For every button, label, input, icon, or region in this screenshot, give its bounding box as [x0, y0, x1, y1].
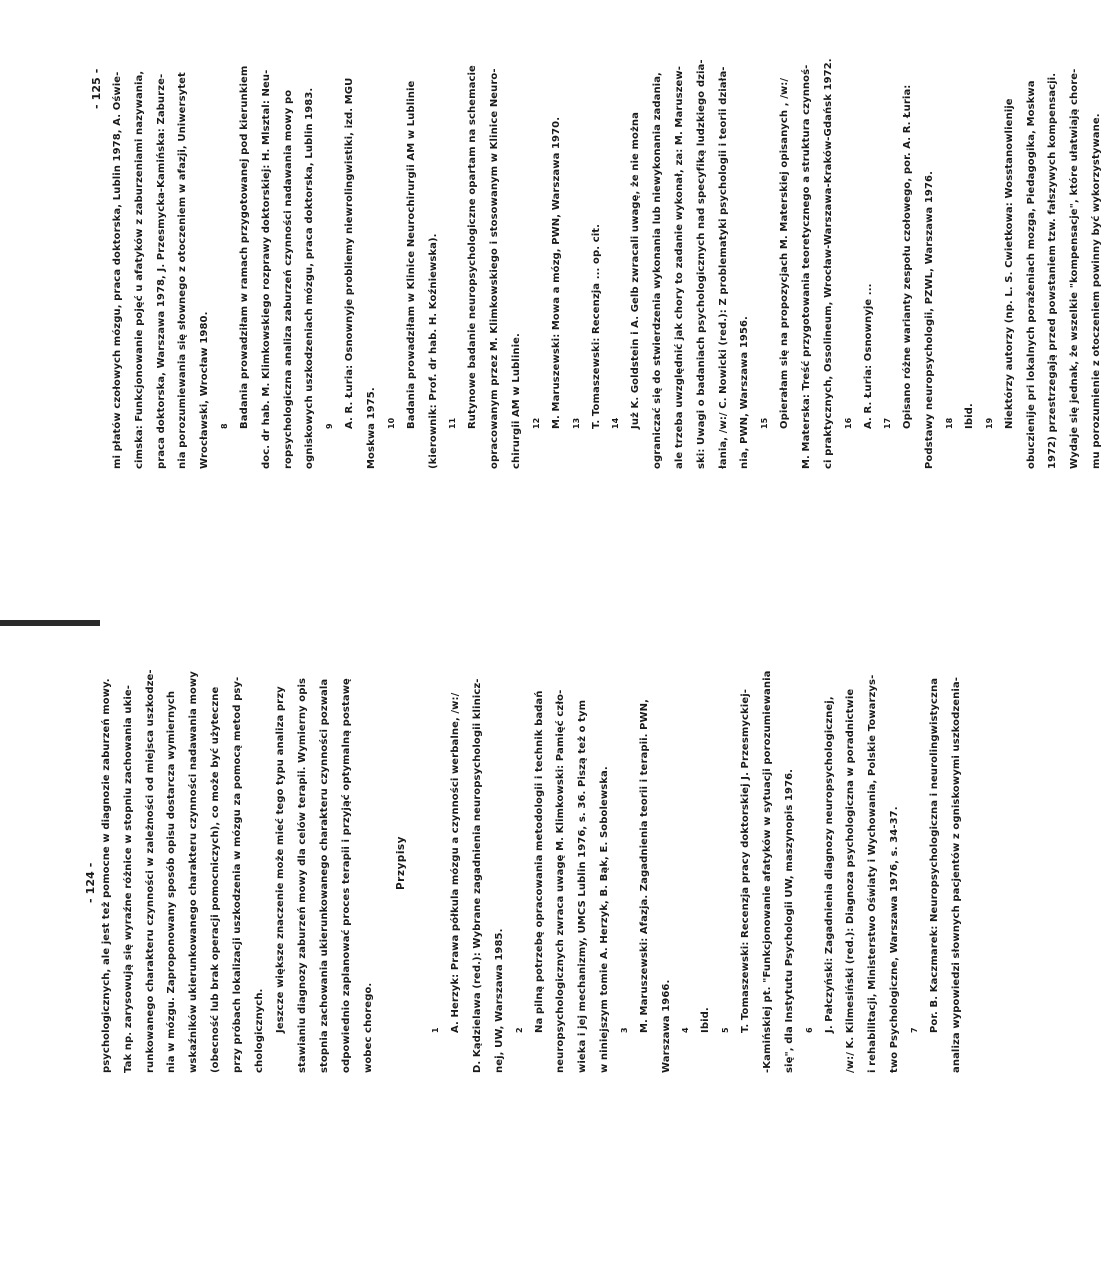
footnote-line: ale trzeba uwzględnić jak chory to zadanie wykonał, za: M. Maruszew- [673, 65, 685, 469]
footnote-line: M. Maruszewski: Mowa a mózg, PWN, Warszawa 1970. [550, 116, 562, 429]
footnote-line: T. Tomaszewski: Recenzja pracy doktorskiej J. Przesmyckiej- [740, 689, 752, 1033]
footnote-line: ogniskowych uszkodzeniach mózgu, praca doktorska, Lublin 1983. [304, 87, 316, 469]
footnote-line: analiza wypowiedzi słownych pacjentów z ogniskowymi uszkodzenia- [950, 676, 962, 1073]
body-line: wskaźników ukierunkowanego charakteru czynności nadawania mowy [188, 671, 200, 1073]
footnote-line: się", dla Instytutu Psychologii UW, maszynopis 1976. [783, 768, 795, 1073]
footnote-number: 1 [431, 1027, 441, 1033]
footnote-line: cimska: Funkcjonowanie pojęć u afatyków z zaburzeniami nazywania, [133, 70, 145, 469]
footnote-4 [677, 653, 717, 1073]
footnote-number: 16 [843, 417, 853, 429]
footnotes-list [427, 653, 967, 1073]
body-line: Tak np. zarysowują się wyraźne różnice w stopniu zachowania ukie- [122, 685, 134, 1073]
footnote-line: mi płatów czołowych mózgu, praca doktorska, Lublin 1978, A. Oświe- [112, 71, 123, 469]
footnote-marker-row [216, 0, 234, 469]
footnote-number: 2 [514, 1027, 524, 1033]
footnote-1 [427, 653, 510, 1073]
footnote-line: J. Pałczyński: Zagadnienia diagnozy neuropsychologicznej, [823, 696, 835, 1033]
footnote-line: D. Kądzielawa (red.): Wybrane zagadnienia neuropsychologii klinicz- [471, 678, 483, 1073]
footnote-line: Już K. Goldstein i A. Gelb zwracali uwagę, że nie można [630, 112, 642, 429]
footnote-line: Wrocławski, Wrocław 1980. [199, 311, 211, 469]
footnote-line: Niektórzy autorzy (np. L. S. Cwietkowa: Wosstanowlienije [1003, 98, 1015, 429]
footnote-marker-row [607, 0, 625, 469]
footnote-marker-row [511, 653, 529, 1073]
footnote-number: 11 [448, 417, 458, 429]
footnote-line: opracowanym przez M. Klimkowskiego i stosowanym w Klinice Neuro- [489, 68, 501, 469]
footnote-number: 12 [531, 417, 541, 429]
footnote-marker-row [717, 653, 735, 1073]
footnote-line: nia, PWN, Warszawa 1956. [739, 316, 751, 469]
footnote-line: chirurgii AM w Lublinie. [510, 333, 522, 469]
footnote-line: Opierałam się na propozycjach M. Materskiej opisanych , /w:/ [779, 77, 791, 429]
footnote-line: Warszawa 1966. [660, 979, 672, 1073]
footnote-marker-row [616, 653, 634, 1073]
footnote-marker-row [906, 653, 924, 1073]
footnote-line: A. Herzyk: Prawa półkula mózgu a czynności werbalne, /w:/ [450, 692, 462, 1033]
body-line: przy próbach lokalizacji uszkodzenia w mózgu za pomocą metod psy- [231, 676, 243, 1073]
footnote-line: M. Materska: Treść przygotowania teoretycznego a struktura czynnoś- [800, 64, 812, 469]
footnote-line: nej, UW, Warszawa 1985. [493, 928, 505, 1073]
footnote-2 [511, 653, 616, 1073]
footnote-line: Na pilną potrzebę opracowania metodologii i technik badań [533, 690, 545, 1033]
footnote-marker-row [801, 653, 819, 1073]
footnote-line: Wydaje się jednak, że wszelkie "kompensacje", które ułatwiają chore- [1069, 68, 1081, 469]
footnote-line: -Kamińskiej pt. "Funkcjonowanie afatyków w sytuacji porozumiewania [761, 670, 773, 1073]
footnote-line: obuczienije pri lokalnych porażeniach mozga, Piedagogika, Moskwa [1025, 80, 1037, 469]
footnote-number: 10 [386, 417, 396, 429]
footnote-marker-row [528, 0, 546, 469]
footnote-line: nia porozumiewania się słownego z otoczeniem w afazji, Uniwersytet [177, 72, 189, 469]
footnote-number: 4 [681, 1027, 691, 1033]
body-paragraph-2 [270, 653, 379, 1073]
footnote-number: 14 [611, 417, 621, 429]
footnote-line: two Psychologiczne, Warszawa 1976, s. 34-37. [888, 806, 900, 1073]
body-line: runkowanego charakteru czynności w zależności od miejsca uszkodze- [144, 669, 156, 1073]
footnote-marker-row [981, 0, 999, 469]
footnote-line: ci praktycznych, Ossolineum, Wrocław-Warszawa-Kraków-Gdańsk 1972. [822, 58, 834, 469]
footnote-number: 18 [944, 417, 954, 429]
footnote-line: 1972) przestrzegają przed powstaniem tzw. fałszywych kompensacji. [1047, 72, 1059, 469]
left-text-block [96, 653, 967, 1073]
footnote-line: Podstawy neuropsychologii, PZWL, Warszawa 1976. [924, 171, 936, 469]
footnote-marker-row [568, 0, 586, 469]
footnote-line: /w:/ K. Kilmesiński (red.): Diagnoza psychologiczna w poradnictwie [845, 688, 857, 1073]
footnote-line: wieka i jej mechanizmy, UMCS Lublin 1976, s. 36. Piszą też o tym [577, 699, 589, 1073]
page-124 [0, 623, 962, 1263]
footnote-line: Ibid. [963, 403, 975, 429]
footnote-line: i rehabilitacji, Ministerstwo Oświaty i Wychowania, Polskie Towarzys- [867, 674, 879, 1073]
body-line: psychologicznych, ale jest też pomocne w diagnozie zaburzeń mowy. [101, 678, 112, 1073]
footnote-number: 17 [883, 417, 893, 429]
footnote-number: 13 [571, 417, 581, 429]
footnote-marker-row [444, 0, 462, 469]
body-line: stopnia zachowania ukierunkowanego charakteru czynności pozwala [318, 678, 330, 1073]
footnote-line: w niniejszym tomie A. Herzyk, B. Bąk, E. Sobolewska. [598, 766, 610, 1073]
footnote-5 [717, 653, 800, 1073]
body-line: nia w mózgu. Zaproponowany sposób opisu dostarcza wymiernych [166, 690, 178, 1073]
footnote-line: A. R. Łuria: Osnownyje ... [862, 283, 874, 429]
footnote-marker-row [840, 0, 858, 469]
body-line: stawianiu diagnozy zaburzeń mowy dla celów terapii. Wymierny opis [297, 677, 309, 1073]
footnote-line: Ibid. [700, 1007, 712, 1033]
footnote-line: Por. B. Kaczmarek: Neuropsychologiczna i neurolingwistyczna [928, 677, 940, 1033]
footnote-line: ropsychologiczna analiza zaburzeń czynności nadawania mowy po [282, 89, 294, 469]
footnote-line: A. R. Łuria: Osnownyje probliemy niewrolingwistiki, izd. MGU [344, 77, 356, 429]
body-paragraph-1 [96, 653, 270, 1073]
footnote-number: 6 [804, 1027, 814, 1033]
footnote-3 [616, 653, 678, 1073]
footnote-line: ograniczać się do stwierdzenia wykonania lub niewykonania zadania, [652, 72, 664, 469]
body-line: wobec chorego. [362, 982, 374, 1073]
footnote-line: M. Maruszewski: Afazja. Zagadnienia teorii i terapii. PWN, [638, 698, 650, 1033]
footnote-number: 3 [619, 1027, 629, 1033]
body-line: chologicznych. [253, 988, 265, 1073]
footnote-marker-row [427, 653, 445, 1073]
footnote-number: 19 [984, 417, 994, 429]
footnote-marker-row [677, 653, 695, 1073]
footnote-7 [906, 653, 968, 1073]
footnotes-continued [107, 0, 1108, 469]
body-line: odpowiednio zaplanować proces terapii i przyjąć optymalną postawę [340, 678, 352, 1073]
footnote-line: praca doktorska, Warszawa 1978, J. Przesmycka-Kamińska: Zaburze- [155, 73, 167, 469]
footnote-number: 8 [219, 423, 229, 429]
notes-heading: Przypisy [395, 835, 408, 891]
footnote-line: Opisano różne warianty zespołu czołowego, por. A. R. Łuria: [902, 84, 914, 429]
footnote-line: neuropsychologicznych zwraca uwagę M. Klimkowski: Pamięć czło- [555, 689, 567, 1073]
page-number: - 125 - [90, 68, 103, 109]
footnote-number: 9 [325, 423, 335, 429]
footnote-marker-row [879, 0, 897, 469]
body-line: Jeszcze większe znaczenie może mieć tego typu analiza przy [275, 686, 287, 1033]
footnote-marker-row [383, 0, 401, 469]
page-number: - 124 - [84, 862, 97, 903]
footnote-number: 15 [760, 417, 770, 429]
footnote-line: Badania prowadziłam w Klinice Neurochirurgii AM w Lublinie [405, 80, 417, 429]
footnote-line: (kierownik: Prof. dr hab. H. Koźniewska). [427, 233, 439, 469]
footnote-6 [801, 653, 906, 1073]
footnote-line: mu porozumienie z otoczeniem powinny być wykorzystywane. [1090, 113, 1102, 469]
footnote-line: Rutynowe badanie neuropsychologiczne opartam na schemacie [467, 65, 479, 429]
footnote-line: Badania prowadziłam w ramach przygotowanej pod kierunkiem [238, 65, 250, 429]
footnote-line: doc. dr hab. M. Klimkowskiego rozprawy doktorskiej: H. Mlsztal: Neu- [260, 69, 272, 469]
page-125 [0, 0, 1102, 623]
footnote-marker-row [941, 0, 959, 469]
footnote-line: T. Tomaszewski: Recenzja ... op. cit. [590, 223, 602, 429]
footnote-number: 5 [721, 1027, 731, 1033]
footnote-line: łania, /w:/ C. Nowicki (red.): Z problematyki psychologii i teorii działa- [717, 66, 729, 469]
footnote-marker-row [321, 0, 339, 469]
footnote-marker-row [756, 0, 774, 469]
footnote-line: Moskwa 1975. [365, 387, 377, 469]
footnote-number: 7 [909, 1027, 919, 1033]
footnote-line: ski: Uwagi o badaniach psychologicznych nad specyfiką ludzkiego dzia- [695, 59, 707, 469]
body-line: (obecność lub brak operacji pomocniczych), co może być użyteczne [209, 686, 221, 1073]
